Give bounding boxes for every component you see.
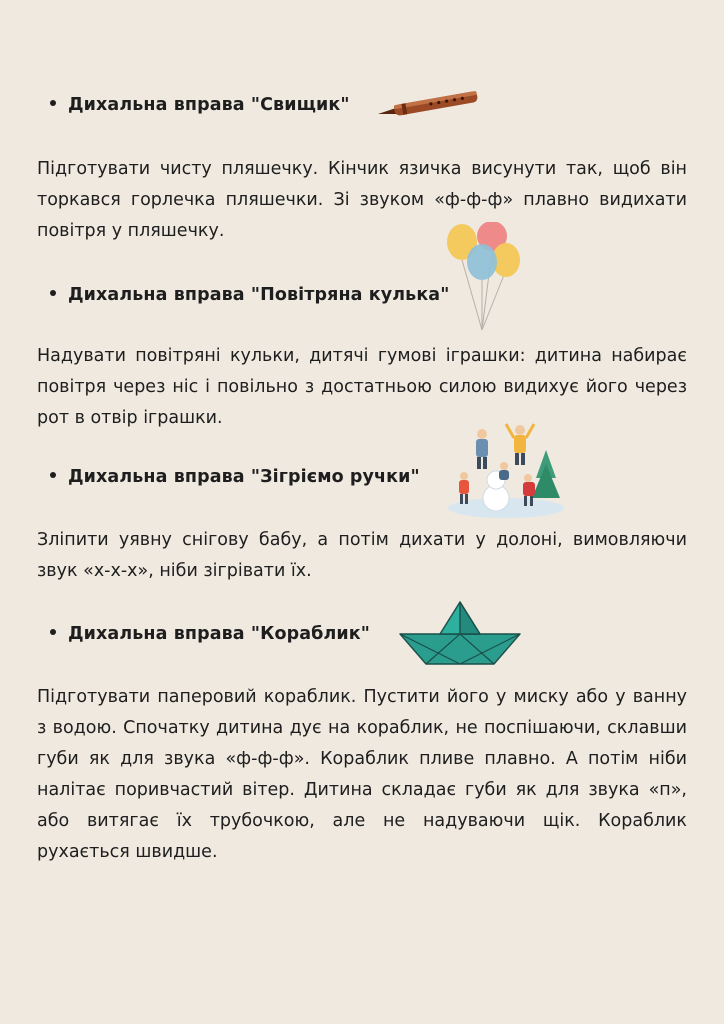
paper-boat-icon	[398, 600, 522, 666]
heading-svyshchyk	[50, 95, 350, 115]
paragraph-povitriana-kulka: Надувати повітряні кульки, дитячі гумові іграшки: дитина набирає повітря через ніс і повільно з достатньою силою видихує його через рот в отвір іграшки.	[37, 346, 687, 428]
paragraph-svyshchyk: Підготувати чисту пляшечку. Кінчик язичка висунути так, щоб він торкався горлечка пляшечки. Зі звуком «ф-ф-ф» плавно видихати повітря у пляшечку.	[37, 159, 687, 241]
heading-text: Дихальна вправа "Кораблик"	[68, 624, 370, 644]
paragraph-zihriiemo-ruchky: Зліпити уявну снігову бабу, а потім дихати у долоні, вимовляючи звук «х-х-х», ніби зігрівати їх.	[37, 530, 687, 581]
heading-zihriiemo-ruchky	[50, 467, 420, 487]
paragraph-korablyk: Підготувати паперовий кораблик. Пустити його у миску або у ванну з водою. Спочатку дитина дує на кораблик, не поспішаючи, склавши губи як для звука «ф-ф-ф». Кораблик пливе плавно. А потім ніби налітає поривчастий вітер. Дитина складає губи як для звука «п», або витягає їх трубочкою, але не надуваючи щік. Кораблик рухається швидше.	[37, 687, 687, 862]
heading-text: Дихальна вправа "Зігріємо ручки"	[68, 467, 420, 487]
heading-text: Дихальна вправа "Повітряна кулька"	[68, 285, 450, 305]
balloons-icon	[444, 222, 524, 332]
bullet-dot	[50, 629, 56, 635]
heading-text: Дихальна вправа "Свищик"	[68, 95, 350, 115]
flute-icon	[376, 84, 482, 120]
snowman-kids-icon	[444, 420, 568, 520]
bullet-dot	[50, 290, 56, 296]
bullet-dot	[50, 100, 56, 106]
heading-korablyk	[50, 624, 370, 644]
heading-povitriana-kulka	[50, 285, 449, 305]
bullet-dot	[50, 472, 56, 478]
